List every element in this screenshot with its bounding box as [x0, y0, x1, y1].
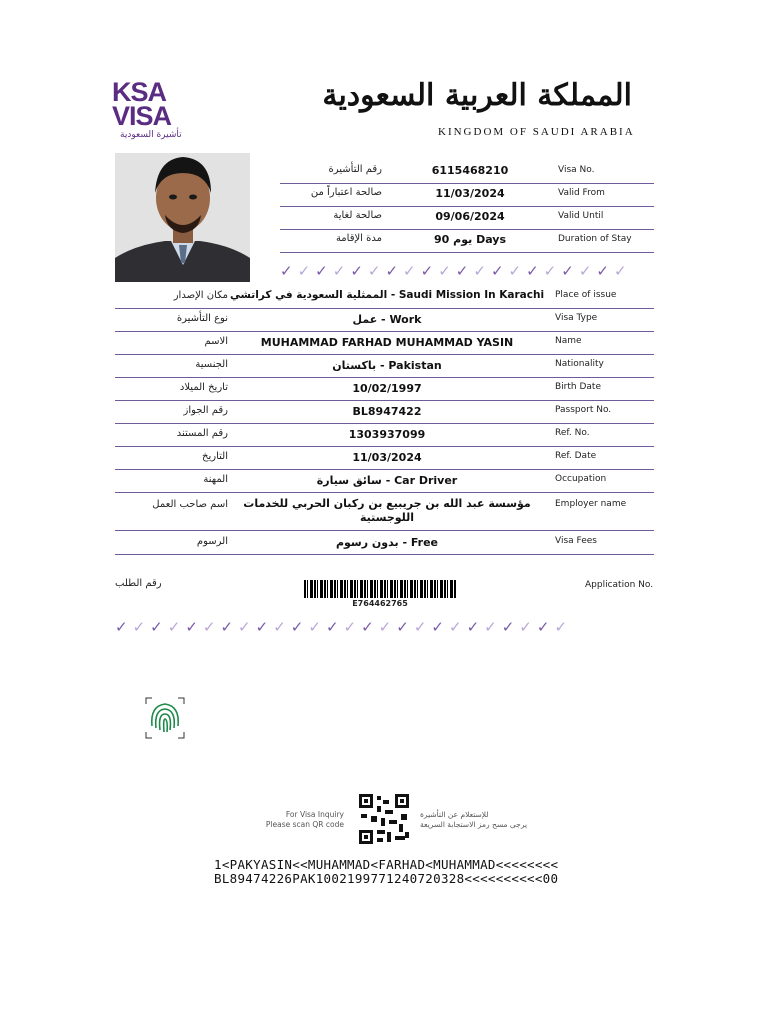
field-label-ar: نوع التأشيرة [176, 313, 228, 324]
check-icon: ✓ [273, 618, 286, 636]
field-value: 1303937099 [348, 428, 426, 441]
field-label-en: Name [555, 336, 582, 346]
inquiry-ar-line1: للإستعلام عن التأشيرة [420, 810, 489, 819]
birth-date-row [115, 377, 654, 401]
check-icon: ✓ [255, 618, 269, 636]
visa-fees-row [115, 531, 654, 555]
check-icon: ✓ [367, 262, 381, 280]
check-icon: ✓ [325, 618, 339, 636]
field-value: MUHAMMAD FARHAD MUHAMMAD YASIN [260, 336, 514, 349]
field-value: BL8947422 [352, 405, 422, 418]
field-value: 10/02/1997 [352, 382, 422, 395]
field-value: سائق سيارة - Car Driver [316, 474, 458, 487]
check-icon: ✓ [455, 262, 469, 280]
check-icon: ✓ [536, 618, 550, 636]
visa-number-row [280, 160, 654, 184]
country-name-arabic: المملكة العربية السعودية [322, 78, 632, 113]
ksa-visa-logo [112, 77, 182, 140]
valid-until-row [280, 206, 654, 230]
field-value: 6115468210 [431, 164, 509, 177]
check-icon: ✓ [403, 262, 416, 280]
field-label-ar: مكان الإصدار [173, 290, 228, 301]
logo-line2: VISA [112, 101, 172, 131]
field-label-ar: رقم المستند [176, 428, 228, 439]
logo-sub: تأشيرة السعودية [120, 130, 182, 140]
logo-line1: KSA [112, 77, 167, 107]
check-icon: ✓ [396, 618, 409, 636]
field-value: مؤسسة عبد الله بن جريبيع بن ركبان الحربي للخدمات اللوجستية [243, 497, 531, 524]
inquiry-ar [420, 810, 530, 830]
check-icon: ✓ [350, 262, 363, 280]
check-icon: ✓ [448, 618, 462, 636]
check-icon: ✓ [167, 618, 181, 636]
employer-row [115, 492, 654, 531]
field-label-en: Valid From [558, 188, 605, 198]
check-icon: ✓ [315, 262, 328, 280]
check-icon: ✓ [431, 618, 444, 636]
inquiry-en-line2: Please scan QR code [265, 820, 344, 829]
application-barcode [304, 580, 456, 598]
field-label-en: Valid Until [558, 211, 604, 221]
check-icon: ✓ [508, 262, 522, 280]
check-band-bottom [115, 618, 567, 636]
check-icon: ✓ [596, 262, 609, 280]
field-label-ar: التاريخ [202, 451, 228, 462]
field-label-en: Birth Date [555, 382, 601, 392]
ref-date-row [115, 446, 654, 470]
field-label-ar: تاريخ الميلاد [179, 382, 228, 393]
mrz-line2: BL89474226PAK1002199771240720328<<<<<<<<<<00 [214, 871, 559, 886]
field-label-en: Passport No. [555, 405, 612, 415]
occupation-row [115, 469, 654, 493]
check-icon: ✓ [297, 262, 311, 280]
valid-from-row [280, 183, 654, 207]
field-label-ar: الاسم [204, 336, 228, 347]
check-icon: ✓ [150, 618, 163, 636]
check-icon: ✓ [554, 618, 568, 636]
field-label-en: Visa Type [555, 313, 598, 323]
country-name-english: KINGDOM OF SAUDI ARABIA [438, 126, 635, 138]
passport-number-row [115, 400, 654, 424]
inquiry-en-line1: For Visa Inquiry [285, 810, 344, 819]
check-icon: ✓ [290, 618, 304, 636]
check-icon: ✓ [490, 262, 504, 280]
check-icon: ✓ [115, 618, 128, 636]
machine-readable-zone [214, 858, 558, 886]
check-icon: ✓ [132, 618, 146, 636]
check-icon: ✓ [561, 262, 574, 280]
application-number: E764462765 [352, 599, 408, 608]
field-label-en: Employer name [555, 499, 627, 509]
check-icon: ✓ [332, 262, 346, 280]
check-icon: ✓ [413, 618, 427, 636]
qr-code[interactable] [357, 792, 411, 846]
check-icon: ✓ [501, 618, 515, 636]
field-label-ar: الرسوم [196, 536, 228, 547]
check-icon: ✓ [438, 262, 451, 280]
field-value: عمل - Work [352, 313, 422, 326]
field-label-ar: الجنسية [195, 359, 228, 370]
field-label-en: Visa Fees [555, 536, 597, 546]
field-label-en: Place of issue [555, 290, 617, 300]
visa-type-row [115, 308, 654, 332]
check-icon: ✓ [526, 262, 539, 280]
check-icon: ✓ [613, 262, 627, 280]
check-icon: ✓ [343, 618, 357, 636]
field-label-ar: مدة الإقامة [335, 233, 382, 244]
nationality-row [115, 354, 654, 378]
duration-row [280, 229, 654, 253]
inquiry-en [262, 810, 344, 830]
field-value: 90 يوم Days [434, 233, 506, 246]
field-label-en: Visa No. [558, 165, 595, 175]
check-icon: ✓ [420, 262, 434, 280]
check-icon: ✓ [543, 262, 557, 280]
field-value: 11/03/2024 [435, 187, 505, 200]
inquiry-ar-line2: يرجى مسح رمز الاستجابة السريعة [420, 820, 528, 829]
name-row [115, 331, 654, 355]
check-icon: ✓ [202, 618, 216, 636]
field-label-en: Nationality [555, 359, 604, 369]
check-icon: ✓ [220, 618, 234, 636]
check-icon: ✓ [484, 618, 497, 636]
check-icon: ✓ [238, 618, 251, 636]
check-icon: ✓ [385, 262, 399, 280]
field-label-ar: المهنة [203, 474, 228, 485]
field-value: 09/06/2024 [435, 210, 505, 223]
application-label-en: Application No. [585, 580, 654, 590]
check-icon: ✓ [185, 618, 198, 636]
field-value: باكستان - Pakistan [332, 359, 442, 372]
fingerprint-icon [144, 696, 186, 740]
field-label-en: Ref. No. [555, 428, 590, 438]
field-label-en: Duration of Stay [558, 234, 632, 244]
application-label-ar: رقم الطلب [115, 578, 162, 589]
field-label-ar: اسم صاحب العمل [152, 499, 228, 510]
check-icon: ✓ [280, 262, 293, 280]
place-of-issue-row [115, 285, 654, 309]
mrz-line1: 1<PAKYASIN<<MUHAMMAD<FARHAD<MUHAMMAD<<<<<<<< [214, 857, 559, 872]
check-icon: ✓ [519, 618, 532, 636]
check-band-top [280, 262, 627, 280]
field-label-en: Occupation [555, 474, 607, 484]
check-icon: ✓ [578, 262, 592, 280]
field-label-ar: رقم الجواز [183, 405, 228, 416]
check-icon: ✓ [361, 618, 374, 636]
field-label-en: Ref. Date [555, 451, 597, 461]
field-value: بدون رسوم - Free [335, 536, 439, 549]
field-label-ar: صالحة اعتباراً من [310, 187, 382, 198]
check-icon: ✓ [466, 618, 480, 636]
field-value: الممثلية السعودية في كراتشي - Saudi Mission In Karachi [229, 289, 545, 301]
field-value: 11/03/2024 [352, 451, 422, 464]
field-label-ar: رقم التأشيرة [328, 164, 382, 175]
field-label-ar: صالحة لغاية [333, 210, 382, 221]
ref-number-row [115, 423, 654, 447]
check-icon: ✓ [473, 262, 486, 280]
holder-photo [115, 153, 250, 282]
check-icon: ✓ [308, 618, 321, 636]
check-icon: ✓ [378, 618, 392, 636]
